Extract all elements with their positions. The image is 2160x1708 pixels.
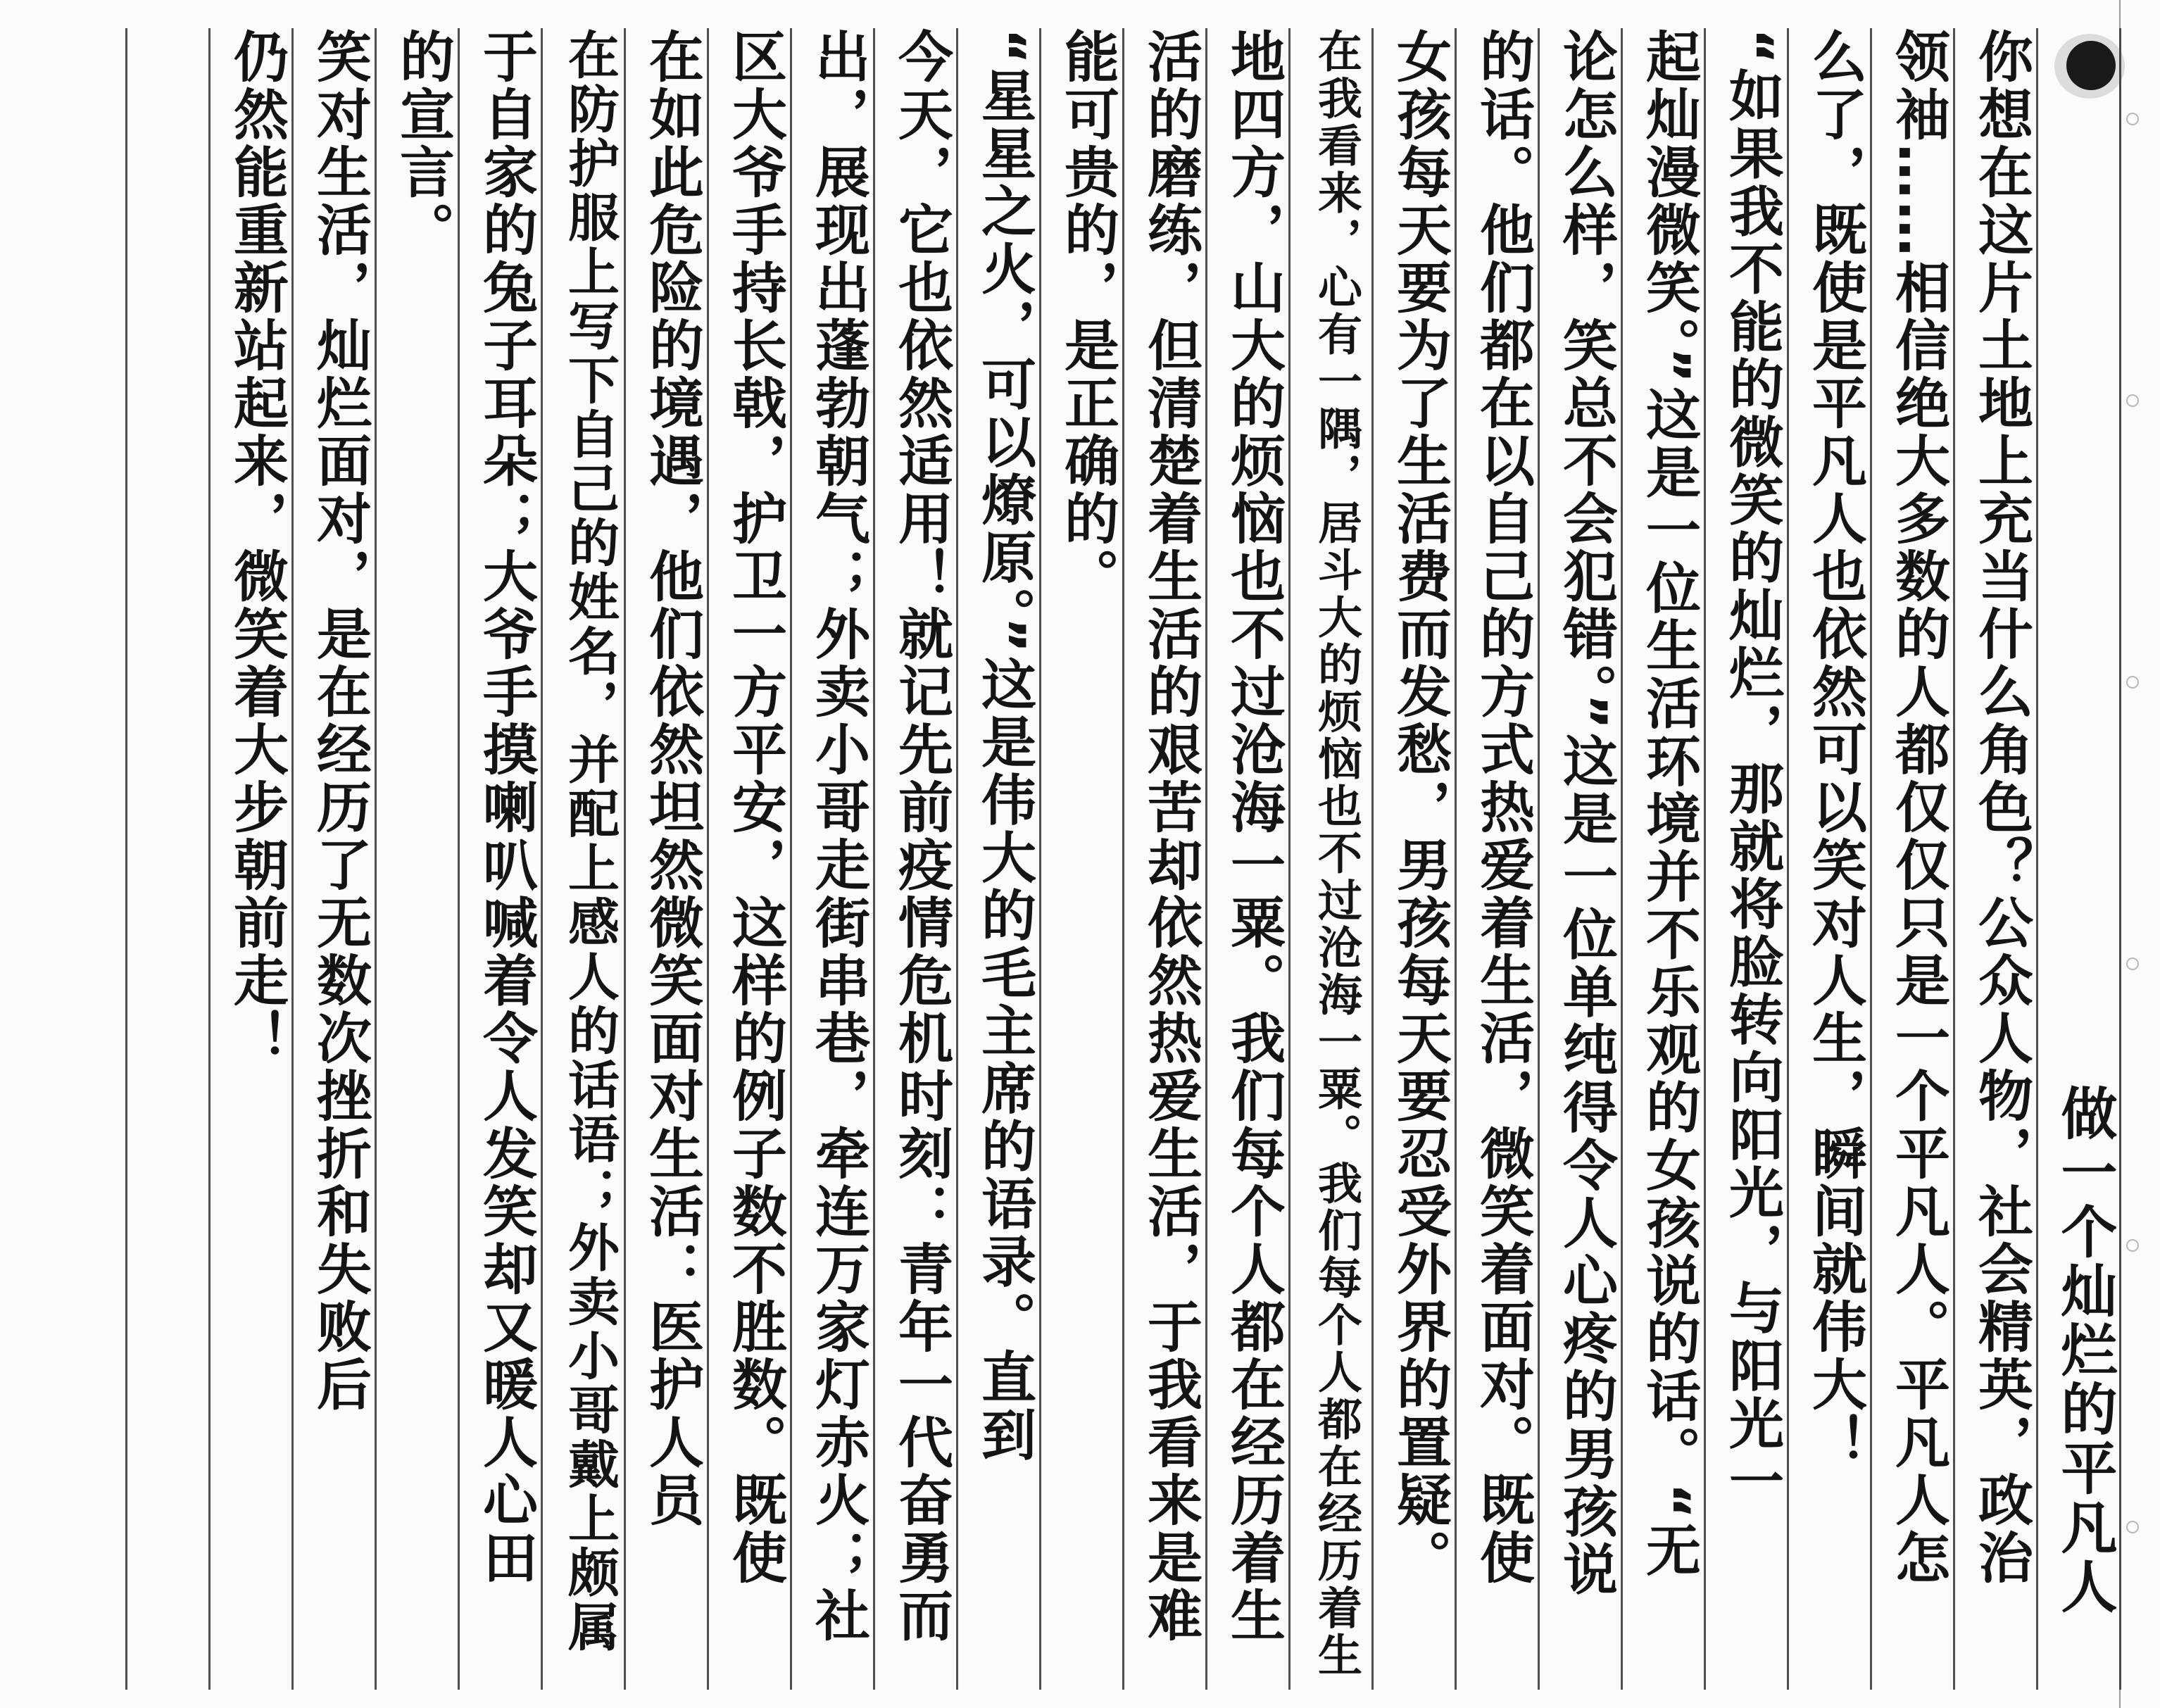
ruled-line [790,28,792,1690]
margin-ring [2126,113,2139,125]
essay-title: 做一个灿烂的平凡人 [2052,1084,2117,1616]
text-line: “如果我不能的微笑的灿烂，那就将脸转向阳光，与阳光一 [1720,28,1783,1511]
ruled-line [541,28,543,1690]
text-line: 起灿漫微笑。”这是一位生活环境并不乐观的女孩说的话。“无 [1637,28,1700,1580]
ruled-line [1787,28,1789,1690]
ruled-line [291,28,294,1690]
ruled-line [1039,28,1041,1690]
text-line: 么了，既使是平凡人也依然可以笑对人生，瞬间就伟大！ [1803,28,1866,1471]
ruled-line [1455,28,1457,1690]
ruled-line [1621,28,1623,1690]
ruled-line [956,28,958,1690]
text-line: 能可贵的，是正确的。 [1055,28,1119,605]
margin-ring [2126,394,2139,407]
ruled-line [1122,28,1124,1690]
margin-ring [2126,1521,2139,1533]
ruled-line [1953,28,1955,1690]
ruled-line [624,28,626,1690]
ruled-line [1371,28,1374,1690]
text-line: 地四方，山大的烦恼也不过沧海一粟。我们每个人都在经历着生 [1222,28,1285,1645]
text-line: 今天，它也依然适用！就记先前疫情危机时刻：青年一代奋勇而 [889,28,953,1645]
text-line: 于自家的兔子耳朵；大爷手摸喇叭喊着令人发笑却又暖人心田 [474,28,537,1587]
ruled-line [125,28,127,1690]
ruled-line [1538,28,1540,1690]
text-line: 仍然能重新站起来，微笑着大步朝前走！ [225,28,288,1067]
text-line: 出，展现出蓬勃朝气；外卖小哥走街串巷，牵连万家灯赤火；社 [806,28,869,1645]
text-line: 领袖……相信绝大多数的人都仅仅只是一个平凡人。平凡人怎 [1886,28,1949,1587]
ruled-line [458,28,460,1690]
text-line: 活的磨练，但清楚着生活的艰苦却依然热爱生活，于我看来是难 [1138,28,1202,1645]
binder-hole [2066,41,2116,90]
ruled-line [1704,28,1706,1690]
text-line: 论怎么样，笑总不会犯错。”这是一位单纯得令人心疼的男孩说 [1554,28,1617,1599]
ruled-line [2119,28,2121,1690]
ruled-line [707,28,709,1690]
ruled-line [1288,28,1291,1690]
text-line: 在防护服上写下自己的姓名，并配上感人的话语；外卖小哥戴上颇属 [559,28,619,1654]
text-line: 你想在这片土地上充当什么角色？公众人物，社会精英，政治 [1969,28,2033,1587]
ruled-line [375,28,377,1690]
text-line: “星星之火，可以燎原。”这是伟大的毛主席的语录。直到 [972,28,1036,1464]
ruled-line [208,28,211,1690]
margin-ring [2126,1239,2139,1252]
ruled-line [1205,28,1207,1690]
margin-ring [2126,676,2139,689]
margin-ring [2126,957,2139,970]
ruled-line [2036,28,2038,1690]
text-line: 的宣言。 [391,28,454,259]
text-line: 女孩每天要为了生活费而发愁，男孩每天要忍受外界的置疑。 [1388,28,1451,1587]
text-line: 笑对生活，灿烂面对，是在经历了无数次挫折和失败后 [308,28,371,1414]
text-line: 在如此危险的境遇，他们依然坦然微笑面对生活：医护人员 [640,28,703,1529]
ruled-line [1870,28,1872,1690]
ruled-line [873,28,875,1690]
text-line: 在我看来，心有一隅，居斗大的烦恼也不过沧海一粟。我们每个人都在经历着生 [1311,28,1362,1679]
text-line: 的话。他们都在以自己的方式热爱着生活，微笑着面对。既使 [1471,28,1534,1587]
text-line: 区大爷手持长戟，护卫一方平安，这样的例子数不胜数。既使 [723,28,786,1587]
